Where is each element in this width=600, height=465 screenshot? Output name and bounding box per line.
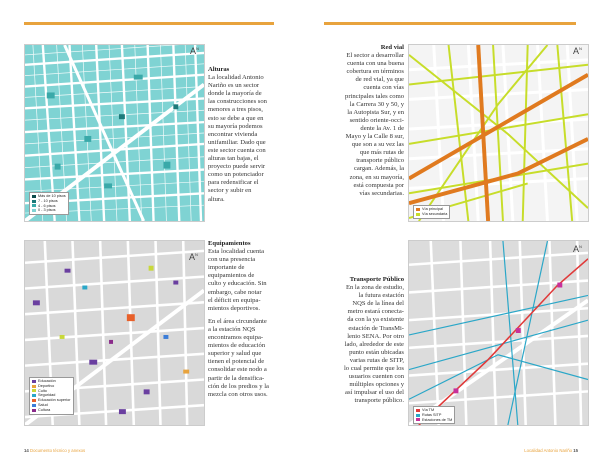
text-line: equipamientos de bbox=[208, 272, 255, 280]
text-line: la futura estación bbox=[358, 292, 404, 300]
text-line: sentido oriente-occi- bbox=[349, 116, 404, 124]
text-line: a la estación NQS bbox=[208, 325, 256, 333]
text-line: ción de los predios y la bbox=[208, 382, 269, 390]
text-line: la Autopista Sur, y en bbox=[347, 108, 404, 116]
text-line: unifamiliar. Dado que bbox=[208, 138, 266, 146]
legend-swatch bbox=[32, 394, 36, 397]
north-arrow-icon: $A^N$ bbox=[189, 252, 198, 262]
text-line: su mayoría podemos bbox=[208, 122, 263, 130]
text-line: mientos deportivos. bbox=[208, 304, 261, 312]
text-line: La localidad Antonio bbox=[208, 74, 264, 82]
text-line: de red vial, ya que bbox=[355, 76, 404, 84]
text-line: importante de bbox=[208, 264, 245, 272]
text-line: mezcla con otros usos. bbox=[208, 390, 268, 398]
text-line: para redensificar el bbox=[208, 179, 259, 187]
text-line: cargan. Además, la bbox=[353, 165, 404, 173]
text-line: el déficit en equipa- bbox=[208, 296, 261, 304]
text-line: usuarios cuenten con bbox=[348, 373, 404, 381]
legend-swatch bbox=[416, 409, 420, 412]
text-line: Mayo y la Calle 8 sur, bbox=[345, 133, 404, 141]
text-line: transporte público bbox=[356, 157, 404, 165]
text-line: como un potenciador bbox=[208, 171, 264, 179]
text-line: principales tales como bbox=[345, 92, 404, 100]
text-line: alturas tan bajas, el bbox=[208, 155, 259, 163]
text-line: encontrar vivienda bbox=[208, 130, 258, 138]
text-line: mientos de educación bbox=[208, 342, 266, 350]
text-line: embargo, cabe notar bbox=[208, 288, 262, 296]
legend-swatch bbox=[32, 404, 36, 407]
text-line: tienen el potencial de bbox=[208, 358, 265, 366]
text-line: las construcciones son bbox=[208, 98, 267, 106]
text-line: múltiples opciones y bbox=[349, 381, 404, 389]
text-line: En la zona de estudio, bbox=[345, 284, 404, 292]
text-line: así impulsar el uso del bbox=[345, 389, 404, 397]
legend-swatch bbox=[416, 418, 420, 421]
legend-swatch bbox=[416, 208, 420, 211]
red-vial-legend: Vía principal Vía secundaria bbox=[413, 205, 450, 219]
text-line: con una presencia bbox=[208, 256, 256, 264]
text-line: lenio SENA. Por otro bbox=[347, 332, 404, 340]
equipamientos-legend: Educación Deportivo Culto Seguridad Educación superior Salud Cultura bbox=[29, 377, 74, 415]
equipamientos-text bbox=[208, 240, 288, 399]
legend-swatch bbox=[32, 399, 36, 402]
text-line: encontramos equipa- bbox=[208, 334, 264, 342]
text-line: cobertura en términos bbox=[346, 68, 404, 76]
footer-left-text: Documento técnico y anexos bbox=[29, 448, 86, 453]
alturas-text bbox=[208, 66, 286, 204]
text-line: proyecto puede servir bbox=[208, 163, 266, 171]
text-line: que son a su vez las bbox=[351, 141, 404, 149]
text-line: da con la ya existente bbox=[347, 316, 404, 324]
legend-swatch bbox=[416, 414, 420, 417]
top-accent-bar-right bbox=[324, 22, 576, 25]
text-line: este sector cuenta con bbox=[208, 146, 266, 154]
text-line: cuenta con una buena bbox=[347, 60, 404, 68]
text-line: está compuesta por bbox=[353, 181, 404, 189]
north-arrow-icon: $A^N$ bbox=[573, 46, 582, 56]
legend-swatch bbox=[32, 389, 36, 392]
legend-swatch bbox=[32, 195, 36, 198]
equipamientos-title: Equipamientos bbox=[208, 240, 251, 247]
text-line: que más rutas de bbox=[359, 149, 404, 157]
text-line: En el área circundante bbox=[208, 317, 267, 325]
north-arrow-icon: $A^N$ bbox=[573, 244, 582, 254]
text-line: esto se debe a que en bbox=[208, 114, 264, 122]
transporte-legend: Vía TM Rutas SITP Estaciones de TM bbox=[413, 406, 455, 424]
red-vial-map bbox=[408, 44, 589, 222]
legend-swatch bbox=[32, 409, 36, 412]
legend-swatch bbox=[32, 200, 36, 203]
text-line: lo cual permite que los bbox=[343, 365, 404, 373]
text-line: NQS de la línea del bbox=[352, 300, 404, 308]
transporte-text bbox=[318, 276, 404, 406]
text-line: Nariño es un sector bbox=[208, 82, 260, 90]
footer-right-text: Localidad Antonio Nariño bbox=[524, 448, 573, 453]
text-line: estación de TransMi- bbox=[348, 324, 404, 332]
text-line: varias rutas de SITP, bbox=[349, 356, 404, 364]
text-line: metro estará conecta- bbox=[347, 308, 404, 316]
red-vial-text bbox=[310, 44, 404, 198]
text-line: punto están ubicadas bbox=[349, 348, 404, 356]
transporte-title: Transporte Público bbox=[349, 276, 404, 283]
legend-swatch bbox=[32, 209, 36, 212]
text-line: lado, alrededor de este bbox=[344, 340, 404, 348]
legend-swatch bbox=[32, 204, 36, 207]
page-number-right: 15 bbox=[573, 448, 578, 453]
page-number-left: 14 bbox=[24, 448, 29, 453]
alturas-legend: Más de 10 pisos 7 - 10 pisos 4 - 6 pisos 0 - 3 pisos bbox=[29, 192, 69, 215]
footer-right bbox=[524, 448, 578, 453]
text-line: consolidar este nodo a bbox=[208, 366, 267, 374]
text-line: Esta localidad cuenta bbox=[208, 248, 265, 256]
text-line: altura. bbox=[208, 195, 225, 203]
legend-swatch bbox=[32, 380, 36, 383]
text-line: zona, en su mayoría, bbox=[349, 173, 404, 181]
legend-swatch bbox=[416, 213, 420, 216]
text-line: culto y educación. Sin bbox=[208, 280, 267, 288]
text-line: transporte público. bbox=[354, 397, 404, 405]
text-line: vías secundarias. bbox=[359, 189, 404, 197]
footer-left bbox=[24, 448, 85, 453]
top-accent-bar-left bbox=[24, 22, 274, 25]
text-line: dente la Av. 1 de bbox=[360, 124, 404, 132]
text-line: menores a tres pisos, bbox=[208, 106, 263, 114]
text-line: la Carrera 30 y 50, y bbox=[349, 100, 404, 108]
text-line: sector y subir en bbox=[208, 187, 252, 195]
text-line: partir de la densifica- bbox=[208, 374, 265, 382]
north-arrow-icon: $A^N$ bbox=[190, 46, 199, 56]
legend-swatch bbox=[32, 385, 36, 388]
text-line: El sector a desarrollar bbox=[346, 52, 404, 60]
text-line: superior y salud que bbox=[208, 350, 262, 358]
alturas-title: Alturas bbox=[208, 66, 230, 73]
text-line: donde la mayoría de bbox=[208, 90, 262, 98]
transporte-map bbox=[408, 240, 589, 426]
red-vial-title: Red vial bbox=[380, 44, 404, 51]
text-line: cuenta con vías bbox=[363, 84, 404, 92]
